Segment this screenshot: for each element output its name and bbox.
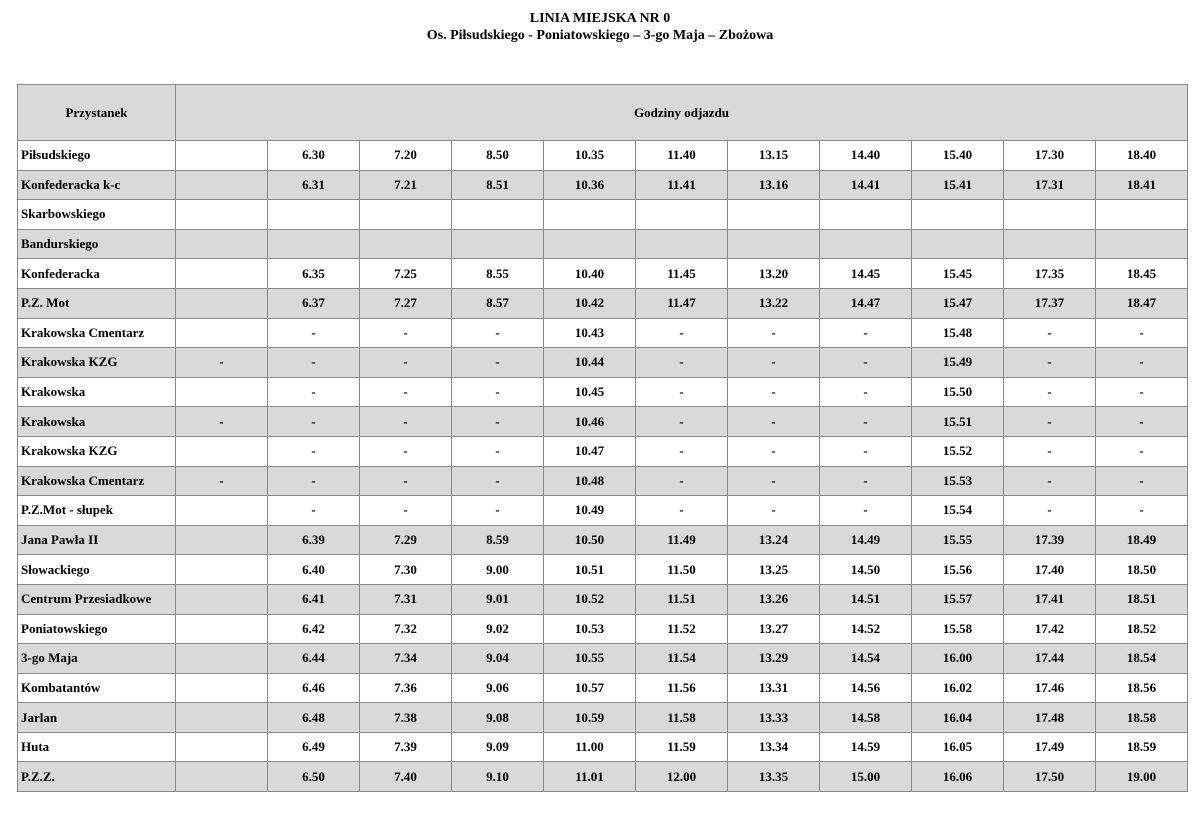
departure-time-cell: - (636, 436, 728, 466)
table-row (18, 348, 1188, 378)
departure-time-cell: 10.59 (544, 703, 636, 733)
departure-time-cell: - (268, 407, 360, 437)
departure-time-cell: - (452, 348, 544, 378)
document-header (0, 10, 1200, 44)
departure-time-cell (176, 555, 268, 585)
departure-time-cell: 18.56 (1096, 673, 1188, 703)
departure-time-cell: 11.50 (636, 555, 728, 585)
departure-time-cell: - (268, 436, 360, 466)
departure-time-cell: - (1096, 348, 1188, 378)
departure-time-cell: 6.35 (268, 259, 360, 289)
departure-time-cell (176, 614, 268, 644)
departure-time-cell: 15.45 (912, 259, 1004, 289)
departure-time-cell (176, 644, 268, 674)
departure-time-cell: 18.58 (1096, 703, 1188, 733)
departure-time-cell: 14.58 (820, 703, 912, 733)
departure-time-cell: 14.47 (820, 288, 912, 318)
departure-time-cell: - (452, 496, 544, 526)
stop-name-cell: Krakowska Cmentarz (18, 466, 176, 496)
departure-time-cell: 10.48 (544, 466, 636, 496)
departure-time-cell: 17.44 (1004, 644, 1096, 674)
departure-time-cell: 6.48 (268, 703, 360, 733)
stop-name-cell: Krakowska KZG (18, 436, 176, 466)
departure-time-cell: 10.42 (544, 288, 636, 318)
departure-time-cell (452, 229, 544, 259)
departure-time-cell: 18.47 (1096, 288, 1188, 318)
departure-time-cell: 16.02 (912, 673, 1004, 703)
departure-time-cell: 7.40 (360, 762, 452, 792)
departure-time-cell: - (728, 407, 820, 437)
departure-time-cell: 14.41 (820, 170, 912, 200)
departure-time-cell: 15.51 (912, 407, 1004, 437)
departure-time-cell: 15.48 (912, 318, 1004, 348)
table-row (18, 318, 1188, 348)
departure-time-cell: 13.16 (728, 170, 820, 200)
departure-time-cell: 11.52 (636, 614, 728, 644)
stop-name-cell: 3-go Maja (18, 644, 176, 674)
departure-time-cell: - (360, 348, 452, 378)
stop-name-cell: Bandurskiego (18, 229, 176, 259)
departure-time-cell: 7.20 (360, 141, 452, 171)
stop-name-cell: Słowackiego (18, 555, 176, 585)
table-row (18, 259, 1188, 289)
departure-time-cell: 15.56 (912, 555, 1004, 585)
table-row (18, 377, 1188, 407)
departure-time-cell (176, 436, 268, 466)
departure-time-cell: 18.59 (1096, 732, 1188, 762)
departure-time-cell: 6.42 (268, 614, 360, 644)
departure-time-cell: 7.32 (360, 614, 452, 644)
stop-name-cell: Skarbowskiego (18, 200, 176, 230)
departure-time-cell: 13.22 (728, 288, 820, 318)
departure-time-cell: 17.41 (1004, 584, 1096, 614)
departure-time-cell: 10.52 (544, 584, 636, 614)
departure-time-cell: - (452, 466, 544, 496)
departure-time-cell: 6.41 (268, 584, 360, 614)
departure-time-cell: 6.46 (268, 673, 360, 703)
stop-column-header: Przystanek (18, 85, 176, 141)
departure-time-cell: 13.27 (728, 614, 820, 644)
departure-time-cell: 15.50 (912, 377, 1004, 407)
departure-time-cell: 6.49 (268, 732, 360, 762)
departure-time-cell: 9.08 (452, 703, 544, 733)
departure-time-cell: - (820, 407, 912, 437)
departure-time-cell: 14.52 (820, 614, 912, 644)
departure-time-cell (1096, 200, 1188, 230)
header-row (18, 85, 1188, 141)
departure-time-cell (176, 525, 268, 555)
departure-time-cell: - (268, 318, 360, 348)
departure-time-cell: 11.45 (636, 259, 728, 289)
departure-time-cell (1004, 229, 1096, 259)
departure-time-cell (176, 288, 268, 318)
table-row (18, 644, 1188, 674)
departure-time-cell: - (452, 436, 544, 466)
departure-time-cell: 18.51 (1096, 584, 1188, 614)
departure-time-cell (176, 318, 268, 348)
departure-time-cell: 13.35 (728, 762, 820, 792)
departure-time-cell: 6.39 (268, 525, 360, 555)
table-row (18, 703, 1188, 733)
stop-name-cell: Konfederacka k-c (18, 170, 176, 200)
departure-time-cell: 18.49 (1096, 525, 1188, 555)
departure-time-cell: - (1096, 318, 1188, 348)
stop-name-cell: Krakowska KZG (18, 348, 176, 378)
departure-time-cell: - (728, 466, 820, 496)
departure-time-cell (1004, 200, 1096, 230)
departure-time-cell (176, 200, 268, 230)
table-row (18, 762, 1188, 792)
departure-time-cell: 9.02 (452, 614, 544, 644)
departure-time-cell: 17.46 (1004, 673, 1096, 703)
departure-time-cell: 16.04 (912, 703, 1004, 733)
departure-time-cell (636, 229, 728, 259)
departure-time-cell: 8.59 (452, 525, 544, 555)
departure-time-cell: 15.53 (912, 466, 1004, 496)
departure-time-cell: 13.24 (728, 525, 820, 555)
departure-time-cell: 13.20 (728, 259, 820, 289)
departure-time-cell: 7.34 (360, 644, 452, 674)
stop-name-cell: P.Z.Z. (18, 762, 176, 792)
departure-time-cell: 9.09 (452, 732, 544, 762)
departure-time-cell: 12.00 (636, 762, 728, 792)
departure-time-cell: - (728, 377, 820, 407)
departure-time-cell: 15.58 (912, 614, 1004, 644)
departure-time-cell: - (636, 348, 728, 378)
departure-time-cell: 14.56 (820, 673, 912, 703)
departure-time-cell: - (360, 318, 452, 348)
departure-time-cell: - (636, 466, 728, 496)
departure-time-cell (544, 200, 636, 230)
table-row (18, 466, 1188, 496)
departure-time-cell: 8.50 (452, 141, 544, 171)
departure-time-cell (452, 200, 544, 230)
departure-time-cell: 16.06 (912, 762, 1004, 792)
departure-time-cell: 14.49 (820, 525, 912, 555)
departure-time-cell (820, 200, 912, 230)
departure-time-cell: - (452, 407, 544, 437)
departure-time-cell: 15.41 (912, 170, 1004, 200)
departure-time-cell: 10.51 (544, 555, 636, 585)
table-row (18, 436, 1188, 466)
departure-time-cell: 15.55 (912, 525, 1004, 555)
departure-time-cell: 15.52 (912, 436, 1004, 466)
departure-time-cell: 10.40 (544, 259, 636, 289)
departure-time-cell: 10.43 (544, 318, 636, 348)
departure-time-cell: 9.10 (452, 762, 544, 792)
departure-time-cell: - (1004, 496, 1096, 526)
departure-time-cell: - (268, 496, 360, 526)
table-row (18, 732, 1188, 762)
departure-time-cell: 14.50 (820, 555, 912, 585)
departure-time-cell: - (1096, 436, 1188, 466)
departure-time-cell: 18.52 (1096, 614, 1188, 644)
departure-time-cell: 15.00 (820, 762, 912, 792)
departure-time-cell: - (1004, 407, 1096, 437)
stop-name-cell: Krakowska (18, 377, 176, 407)
table-row (18, 288, 1188, 318)
departure-time-cell: - (820, 348, 912, 378)
departure-time-cell: 15.40 (912, 141, 1004, 171)
departure-time-cell: 17.48 (1004, 703, 1096, 733)
departure-time-cell: - (176, 466, 268, 496)
departure-time-cell: 17.39 (1004, 525, 1096, 555)
departure-time-cell: 7.39 (360, 732, 452, 762)
departure-time-cell: 14.40 (820, 141, 912, 171)
departure-time-cell: - (820, 466, 912, 496)
departure-time-cell: 9.01 (452, 584, 544, 614)
departure-time-cell: 11.51 (636, 584, 728, 614)
departure-time-cell (176, 229, 268, 259)
departure-time-cell: 7.30 (360, 555, 452, 585)
departure-time-cell: 6.44 (268, 644, 360, 674)
departure-time-cell (636, 200, 728, 230)
stop-name-cell: Huta (18, 732, 176, 762)
stop-name-cell: Jarlan (18, 703, 176, 733)
stop-name-cell: Krakowska Cmentarz (18, 318, 176, 348)
departure-time-cell: 17.31 (1004, 170, 1096, 200)
departure-time-cell: 15.49 (912, 348, 1004, 378)
departure-time-cell: 10.47 (544, 436, 636, 466)
departure-time-cell: - (360, 407, 452, 437)
departure-time-cell: - (1096, 407, 1188, 437)
departure-time-cell: 11.56 (636, 673, 728, 703)
departure-time-cell: - (268, 348, 360, 378)
departure-time-cell: 11.58 (636, 703, 728, 733)
departure-time-cell: - (360, 377, 452, 407)
departure-time-cell: 14.54 (820, 644, 912, 674)
departure-time-cell: 18.41 (1096, 170, 1188, 200)
stop-name-cell: Konfederacka (18, 259, 176, 289)
departure-time-cell (360, 229, 452, 259)
departure-time-cell: 13.31 (728, 673, 820, 703)
stop-name-cell: Poniatowskiego (18, 614, 176, 644)
departure-time-cell: 15.47 (912, 288, 1004, 318)
departure-time-cell (268, 229, 360, 259)
departure-time-cell: 10.35 (544, 141, 636, 171)
departure-time-cell: 11.01 (544, 762, 636, 792)
departure-time-cell: - (176, 407, 268, 437)
departure-time-cell (728, 200, 820, 230)
departure-time-cell: - (1004, 466, 1096, 496)
table-row (18, 614, 1188, 644)
departure-time-cell: 14.45 (820, 259, 912, 289)
departure-time-cell: 11.54 (636, 644, 728, 674)
departure-time-cell: 9.06 (452, 673, 544, 703)
stop-name-cell: Kombatantów (18, 673, 176, 703)
departure-time-cell: - (728, 436, 820, 466)
departure-time-cell: 7.27 (360, 288, 452, 318)
departure-time-cell: 7.21 (360, 170, 452, 200)
departure-time-cell (176, 259, 268, 289)
table-row (18, 141, 1188, 171)
departure-time-cell: 15.57 (912, 584, 1004, 614)
departure-time-cell: 6.40 (268, 555, 360, 585)
departure-time-cell: 7.29 (360, 525, 452, 555)
departure-time-cell (176, 673, 268, 703)
departure-time-cell: 11.40 (636, 141, 728, 171)
departure-time-cell: - (636, 318, 728, 348)
table-row (18, 200, 1188, 230)
departure-time-cell: - (636, 407, 728, 437)
table-row (18, 496, 1188, 526)
departure-time-cell: - (820, 318, 912, 348)
departure-time-cell (176, 584, 268, 614)
departure-time-cell: 11.59 (636, 732, 728, 762)
departure-time-cell: 10.53 (544, 614, 636, 644)
departure-time-cell: 18.54 (1096, 644, 1188, 674)
departure-time-cell: 11.49 (636, 525, 728, 555)
departure-time-cell (268, 200, 360, 230)
stop-name-cell: P.Z. Mot (18, 288, 176, 318)
departure-time-cell (912, 229, 1004, 259)
departure-time-cell: - (728, 318, 820, 348)
route-subtitle: Os. Piłsudskiego - Poniatowskiego – 3-go Maja – Zbożowa (426, 28, 774, 43)
departure-time-cell: 10.57 (544, 673, 636, 703)
table-row (18, 584, 1188, 614)
departure-time-cell: 14.59 (820, 732, 912, 762)
table-row (18, 555, 1188, 585)
times-column-header: Godziny odjazdu (176, 85, 1188, 141)
table-row (18, 525, 1188, 555)
departure-time-cell: - (1096, 466, 1188, 496)
departure-time-cell: 17.49 (1004, 732, 1096, 762)
departure-time-cell: - (1096, 377, 1188, 407)
departure-time-cell (176, 377, 268, 407)
departure-time-cell: 7.38 (360, 703, 452, 733)
departure-time-cell (912, 200, 1004, 230)
departure-time-cell: - (176, 348, 268, 378)
departure-time-cell: - (636, 377, 728, 407)
table-row (18, 170, 1188, 200)
departure-time-cell: 10.36 (544, 170, 636, 200)
departure-time-cell: - (1004, 348, 1096, 378)
departure-time-cell: 6.31 (268, 170, 360, 200)
departure-time-cell: 7.36 (360, 673, 452, 703)
departure-time-cell: 17.40 (1004, 555, 1096, 585)
departure-time-cell: - (1004, 436, 1096, 466)
departure-time-cell: 6.30 (268, 141, 360, 171)
departure-time-cell: 9.04 (452, 644, 544, 674)
departure-time-cell: - (636, 496, 728, 526)
departure-time-cell: 16.05 (912, 732, 1004, 762)
departure-time-cell (176, 732, 268, 762)
departure-time-cell (360, 200, 452, 230)
departure-time-cell (544, 229, 636, 259)
departure-time-cell (728, 229, 820, 259)
departure-time-cell: 17.30 (1004, 141, 1096, 171)
departure-time-cell: 11.47 (636, 288, 728, 318)
departure-time-cell: 18.45 (1096, 259, 1188, 289)
departure-time-cell: 13.26 (728, 584, 820, 614)
departure-time-cell: - (268, 377, 360, 407)
departure-time-cell: 8.55 (452, 259, 544, 289)
departure-time-cell: 10.49 (544, 496, 636, 526)
timetable (17, 84, 1188, 792)
table-row (18, 673, 1188, 703)
departure-time-cell: 17.42 (1004, 614, 1096, 644)
departure-time-cell: - (728, 348, 820, 378)
stop-name-cell: Centrum Przesiadkowe (18, 584, 176, 614)
departure-time-cell: 19.00 (1096, 762, 1188, 792)
departure-time-cell: 10.50 (544, 525, 636, 555)
departure-time-cell: - (820, 377, 912, 407)
departure-time-cell: 10.44 (544, 348, 636, 378)
departure-time-cell (820, 229, 912, 259)
departure-time-cell: - (360, 466, 452, 496)
departure-time-cell (176, 170, 268, 200)
departure-time-cell: - (1096, 496, 1188, 526)
departure-time-cell: - (820, 496, 912, 526)
stop-name-cell: Jana Pawła II (18, 525, 176, 555)
departure-time-cell: 18.40 (1096, 141, 1188, 171)
departure-time-cell: 11.41 (636, 170, 728, 200)
departure-time-cell: - (1004, 318, 1096, 348)
departure-time-cell: 10.46 (544, 407, 636, 437)
departure-time-cell: - (452, 318, 544, 348)
departure-time-cell: - (820, 436, 912, 466)
departure-time-cell: 10.55 (544, 644, 636, 674)
departure-time-cell: 17.50 (1004, 762, 1096, 792)
departure-time-cell: - (1004, 377, 1096, 407)
departure-time-cell: 7.31 (360, 584, 452, 614)
departure-time-cell: 13.34 (728, 732, 820, 762)
departure-time-cell: 6.50 (268, 762, 360, 792)
departure-time-cell: 13.33 (728, 703, 820, 733)
departure-time-cell: - (268, 466, 360, 496)
departure-time-cell: 8.57 (452, 288, 544, 318)
stop-name-cell: P.Z.Mot - słupek (18, 496, 176, 526)
departure-time-cell: 13.25 (728, 555, 820, 585)
departure-time-cell (176, 762, 268, 792)
departure-time-cell (176, 496, 268, 526)
departure-time-cell: 10.45 (544, 377, 636, 407)
departure-time-cell: 11.00 (544, 732, 636, 762)
departure-time-cell: 14.51 (820, 584, 912, 614)
table-row (18, 407, 1188, 437)
departure-time-cell: - (452, 377, 544, 407)
departure-time-cell: 17.37 (1004, 288, 1096, 318)
departure-time-cell: - (360, 436, 452, 466)
departure-time-cell: 13.15 (728, 141, 820, 171)
departure-time-cell: 8.51 (452, 170, 544, 200)
departure-time-cell: - (360, 496, 452, 526)
stop-name-cell: Krakowska (18, 407, 176, 437)
departure-time-cell: 18.50 (1096, 555, 1188, 585)
departure-time-cell: 17.35 (1004, 259, 1096, 289)
departure-time-cell: 15.54 (912, 496, 1004, 526)
departure-time-cell: 6.37 (268, 288, 360, 318)
departure-time-cell (176, 703, 268, 733)
departure-time-cell: - (728, 496, 820, 526)
departure-time-cell: 16.00 (912, 644, 1004, 674)
departure-time-cell: 13.29 (728, 644, 820, 674)
table-row (18, 229, 1188, 259)
departure-time-cell (1096, 229, 1188, 259)
page-title: LINIA MIEJSKA NR 0 (529, 11, 671, 26)
departure-time-cell: 7.25 (360, 259, 452, 289)
departure-time-cell: 9.00 (452, 555, 544, 585)
departure-time-cell (176, 141, 268, 171)
stop-name-cell: Piłsudskiego (18, 141, 176, 171)
